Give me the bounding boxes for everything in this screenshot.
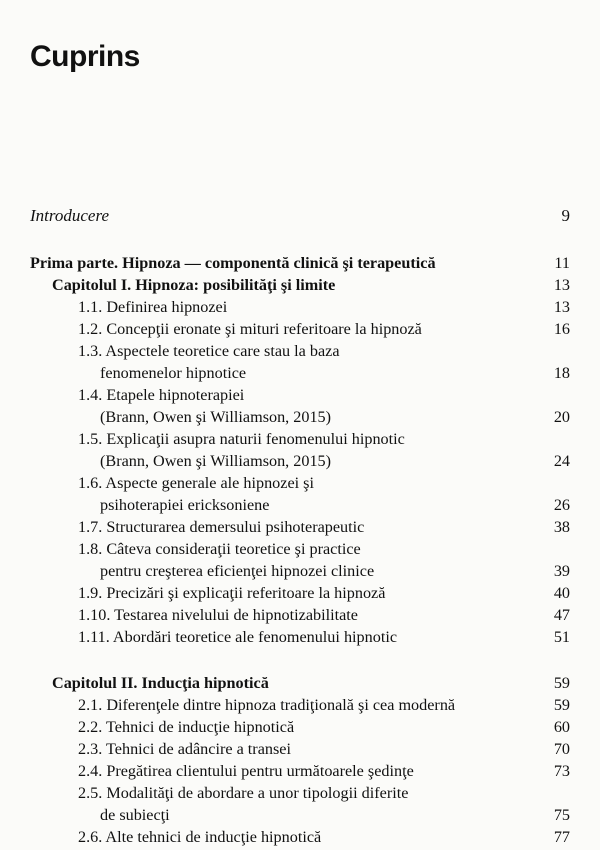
toc-entry-introduction <box>30 206 570 226</box>
toc-entry-page: 20 <box>553 408 570 426</box>
toc-entry-page: 73 <box>553 762 570 780</box>
toc-entry-title: de subiecţi <box>100 806 170 824</box>
toc-entry-title: 1.9. Precizări şi explicaţii referitoare la hipnoză <box>78 584 386 602</box>
toc-entry-title: 1.1. Definirea hipnozei <box>78 298 228 316</box>
toc-section-entry <box>30 516 570 538</box>
toc-entry-title: 1.8. Câteva consideraţii teoretice şi practice <box>78 540 361 558</box>
toc-entry-page: 16 <box>553 320 570 338</box>
table-of-contents <box>30 252 570 848</box>
toc-entry-title: 1.3. Aspectele teoretice care stau la baza <box>78 342 340 360</box>
toc-entry-page: 18 <box>553 364 570 382</box>
toc-section-entry <box>30 826 570 848</box>
toc-section-entry-continued <box>30 560 570 582</box>
toc-entry-page: 60 <box>553 718 570 736</box>
toc-section-entry-continued <box>30 450 570 472</box>
toc-entry-title: 1.11. Abordări teoretice ale fenomenului hipnotic <box>78 628 397 646</box>
toc-entry-page: 38 <box>553 518 570 536</box>
toc-section-entry <box>30 384 570 406</box>
toc-section-entry <box>30 340 570 362</box>
toc-entry-page: 26 <box>553 496 570 514</box>
toc-entry-page: 24 <box>553 452 570 470</box>
toc-chapter-title <box>30 672 570 694</box>
toc-entry-title: 2.4. Pregătirea clientului pentru următoarele şedinţe <box>78 762 414 780</box>
toc-entry-page: 59 <box>553 674 570 692</box>
page-title: Cuprins <box>30 40 140 73</box>
toc-entry-title: 2.2. Tehnici de inducţie hipnotică <box>78 718 295 736</box>
toc-entry-title: 2.1. Diferenţele dintre hipnoza tradiţională şi cea modernă <box>78 696 456 714</box>
toc-entry-page: 13 <box>553 298 570 316</box>
toc-entry-page: 51 <box>553 628 570 646</box>
toc-entry-title: (Brann, Owen şi Williamson, 2015) <box>100 452 332 470</box>
toc-section-entry <box>30 582 570 604</box>
toc-section-entry <box>30 604 570 626</box>
toc-entry-title: 1.10. Testarea nivelului de hipnotizabilitate <box>78 606 358 624</box>
introduction-label: Introducere <box>30 206 109 225</box>
toc-section-entry-continued <box>30 406 570 428</box>
toc-entry-title: 1.7. Structurarea demersului psihoterapeutic <box>78 518 365 536</box>
toc-entry-title: 2.3. Tehnici de adâncire a transei <box>78 740 291 758</box>
toc-entry-title: 1.5. Explicaţii asupra naturii fenomenului hipnotic <box>78 430 405 448</box>
toc-section-entry <box>30 694 570 716</box>
toc-section-entry <box>30 538 570 560</box>
toc-entry-page: 75 <box>553 806 570 824</box>
toc-section-entry <box>30 318 570 340</box>
toc-entry-title: 1.6. Aspecte generale ale hipnozei şi <box>78 474 314 492</box>
toc-section-entry <box>30 738 570 760</box>
toc-entry-page: 77 <box>553 828 570 846</box>
toc-entry-title: Capitolul II. Inducţia hipnotică <box>52 674 269 692</box>
toc-entry-title: psihoterapiei ericksoniene <box>100 496 270 514</box>
toc-entry-page: 13 <box>553 276 570 294</box>
toc-entry-title: 2.5. Modalităţi de abordare a unor tipologii diferite <box>78 784 409 802</box>
toc-section-entry-continued <box>30 362 570 384</box>
toc-section-entry <box>30 716 570 738</box>
toc-spacer <box>30 648 570 672</box>
toc-section-entry <box>30 296 570 318</box>
introduction-page: 9 <box>561 206 570 225</box>
toc-section-entry-continued <box>30 494 570 516</box>
toc-entry-title: Capitolul I. Hipnoza: posibilităţi şi limite <box>52 276 336 294</box>
toc-entry-page: 47 <box>553 606 570 624</box>
toc-part-title <box>30 252 570 274</box>
toc-chapter-title <box>30 274 570 296</box>
toc-section-entry <box>30 472 570 494</box>
toc-entry-page: 39 <box>553 562 570 580</box>
toc-section-entry <box>30 782 570 804</box>
toc-entry-title: 1.2. Concepţii eronate şi mituri referitoare la hipnoză <box>78 320 422 338</box>
toc-entry-title: pentru creşterea eficienţei hipnozei clinice <box>100 562 375 580</box>
toc-entry-page: 11 <box>554 254 570 272</box>
toc-entry-page: 70 <box>553 740 570 758</box>
toc-entry-title: 2.6. Alte tehnici de inducţie hipnotică <box>78 828 322 846</box>
toc-entry-page: 59 <box>553 696 570 714</box>
toc-entry-title: (Brann, Owen şi Williamson, 2015) <box>100 408 332 426</box>
toc-section-entry <box>30 428 570 450</box>
toc-section-entry-continued <box>30 804 570 826</box>
toc-entry-page: 40 <box>553 584 570 602</box>
toc-entry-title: 1.4. Etapele hipnoterapiei <box>78 386 245 404</box>
toc-section-entry <box>30 626 570 648</box>
toc-entry-title: Prima parte. Hipnoza — componentă clinică şi terapeutică <box>30 254 436 272</box>
toc-entry-title: fenomenelor hipnotice <box>100 364 247 382</box>
toc-section-entry <box>30 760 570 782</box>
